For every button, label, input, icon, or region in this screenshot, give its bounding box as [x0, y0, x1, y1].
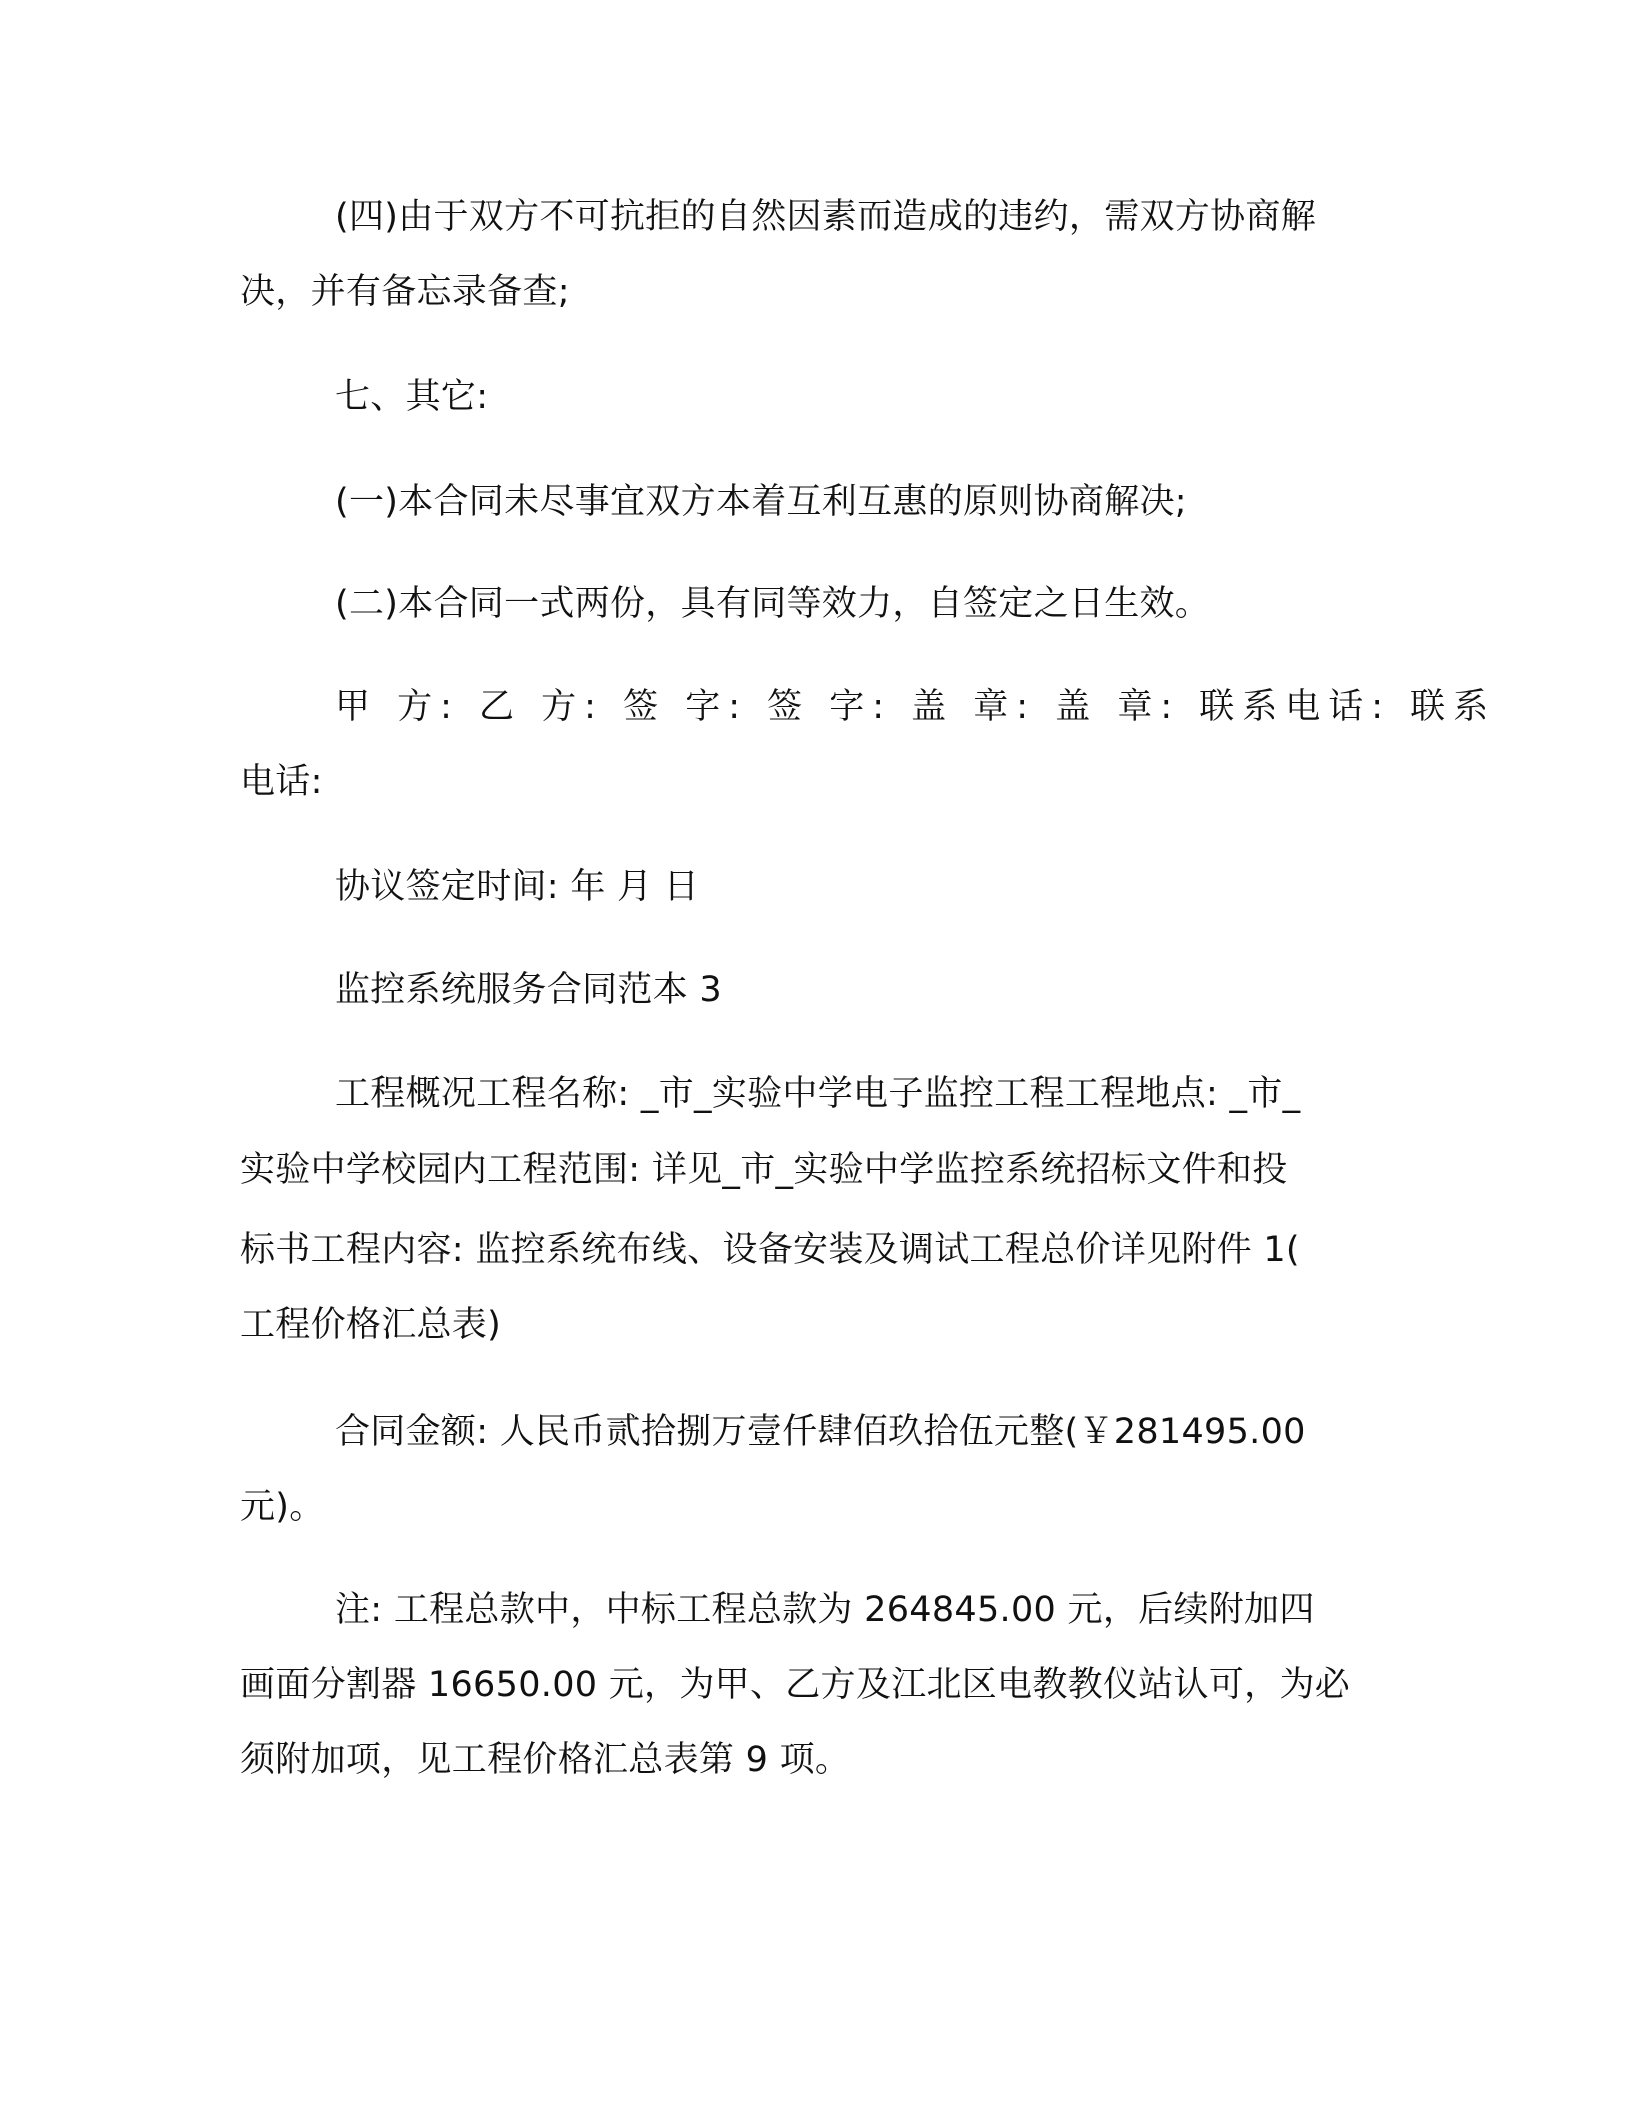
signature-fields-line: 甲 方: 乙 方: 签 字: 签 字: 盖 章: 盖 章: 联系电话: 联系 [335, 687, 1497, 727]
paragraph-line: 须附加项，见工程价格汇总表第 9 项。 [240, 1740, 851, 1780]
contract-title: 监控系统服务合同范本 3 [335, 970, 722, 1010]
note-line: 注: 工程总款中，中标工程总款为 264845.00 元，后续附加四 [335, 1590, 1315, 1630]
agreement-date-line: 协议签定时间: 年 月 日 [335, 867, 700, 907]
paragraph-line: 决，并有备忘录备查; [240, 272, 570, 312]
paragraph-line: (四)由于双方不可抗拒的自然因素而造成的违约，需双方协商解 [335, 197, 1317, 237]
paragraph-line: 元)。 [240, 1487, 325, 1527]
section-heading: 七、其它: [335, 377, 489, 417]
paragraph-line: (二)本合同一式两份，具有同等效力，自签定之日生效。 [335, 584, 1211, 624]
paragraph-line: 画面分割器 16650.00 元，为甲、乙方及江北区电教教仪站认可，为必 [240, 1665, 1351, 1705]
paragraph-line: 电话: [240, 762, 323, 802]
paragraph-line: 工程价格汇总表) [240, 1305, 502, 1345]
paragraph-line: 标书工程内容: 监控系统布线、设备安装及调试工程总价详见附件 1( [240, 1230, 1300, 1270]
paragraph-line: (一)本合同未尽事宜双方本着互利互惠的原则协商解决; [335, 482, 1187, 522]
paragraph-line: 实验中学校园内工程范围: 详见_市_实验中学监控系统招标文件和投 [240, 1150, 1288, 1190]
paragraph-line: 工程概况工程名称: _市_实验中学电子监控工程工程地点: _市_ [335, 1074, 1301, 1114]
contract-amount-line: 合同金额: 人民币贰拾捌万壹仟肆佰玖拾伍元整(￥281495.00 [335, 1412, 1306, 1452]
